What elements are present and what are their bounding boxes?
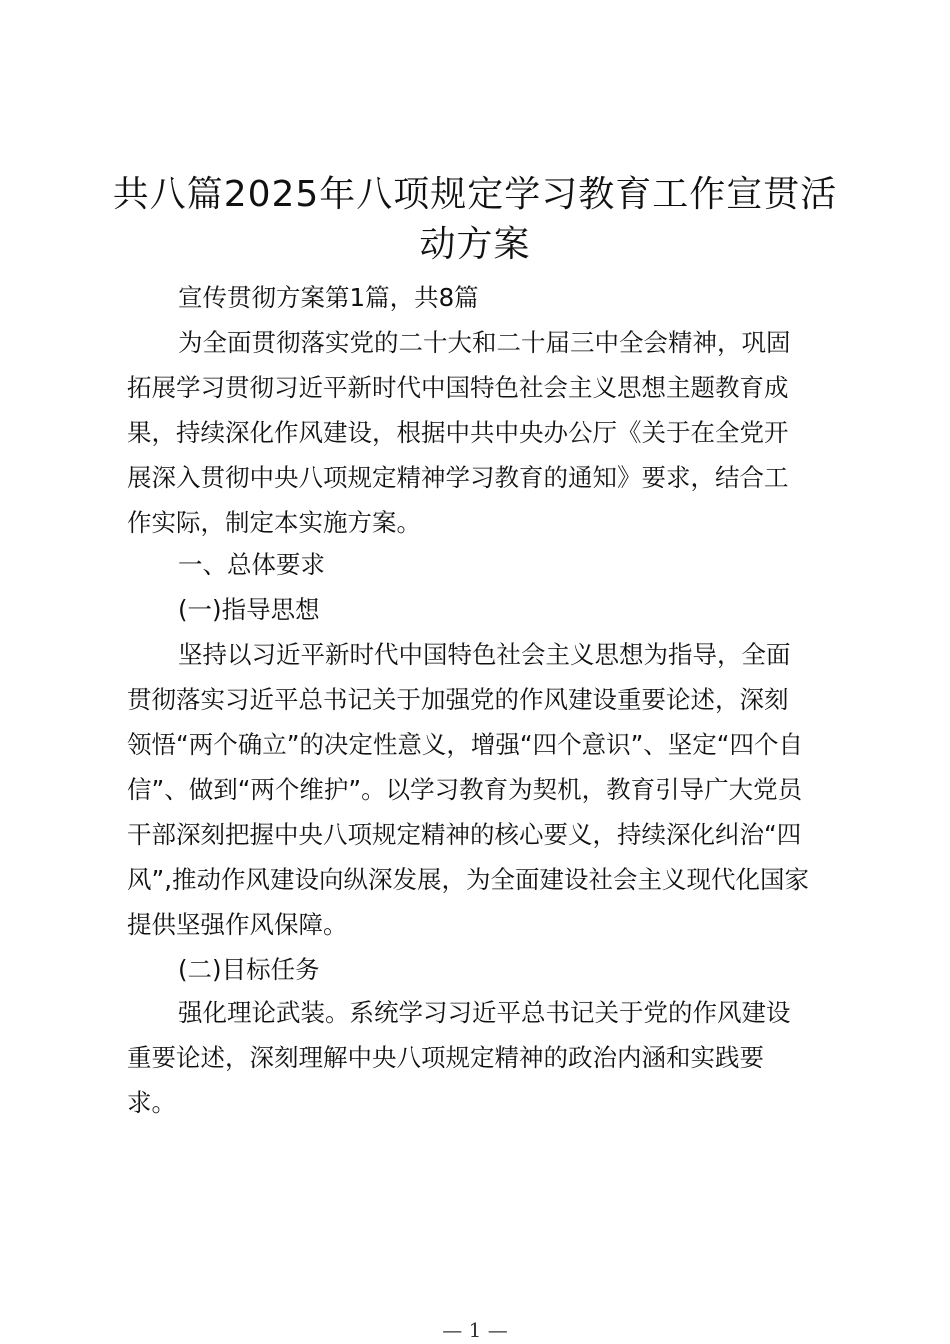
paragraph-line: 拓展学习贯彻习近平新时代中国特色社会主义思想主题教育成	[127, 373, 789, 402]
paragraph-line: 强化理论武装。系统学习习近平总书记关于党的作风建设	[178, 998, 791, 1027]
document-title: 共八篇2025年八项规定学习教育工作宣贯活动方案	[112, 174, 838, 265]
page-number: — 1 —	[442, 1318, 508, 1342]
section-heading: 一、总体要求	[178, 550, 325, 579]
paragraph-line: 作实际，制定本实施方案。	[127, 508, 421, 537]
paragraph-line: 求。	[127, 1088, 176, 1117]
paragraph-line: 风”,推动作风建设向纵深发展，为全面建设社会主义现代化国家	[127, 865, 809, 894]
subsection-heading: (二)目标任务	[178, 955, 320, 984]
paragraph-line: 重要论述，深刻理解中央八项规定精神的政治内涵和实践要	[127, 1043, 764, 1072]
paragraph-line: 果，持续深化作风建设，根据中共中央办公厅《关于在全党开	[127, 418, 789, 447]
paragraph-line: 提供坚强作风保障。	[127, 910, 348, 939]
paragraph-line: 坚持以习近平新时代中国特色社会主义思想为指导，全面	[178, 640, 791, 669]
paragraph-line: 领悟“两个确立”的决定性意义，增强“四个意识”、坚定“四个自	[127, 730, 803, 759]
paragraph-line: 为全面贯彻落实党的二十大和二十届三中全会精神，巩固	[178, 328, 791, 357]
paragraph-line: 信”、做到“两个维护”。以学习教育为契机，教育引导广大党员	[127, 775, 803, 804]
paragraph-line: 展深入贯彻中央八项规定精神学习教育的通知》要求，结合工	[127, 463, 789, 492]
series-note: 宣传贯彻方案第1篇，共8篇	[178, 283, 479, 312]
subsection-heading: (一)指导思想	[178, 595, 320, 624]
paragraph-line: 贯彻落实习近平总书记关于加强党的作风建设重要论述，深刻	[127, 685, 789, 714]
paragraph-line: 干部深刻把握中央八项规定精神的核心要义，持续深化纠治“四	[127, 820, 802, 849]
